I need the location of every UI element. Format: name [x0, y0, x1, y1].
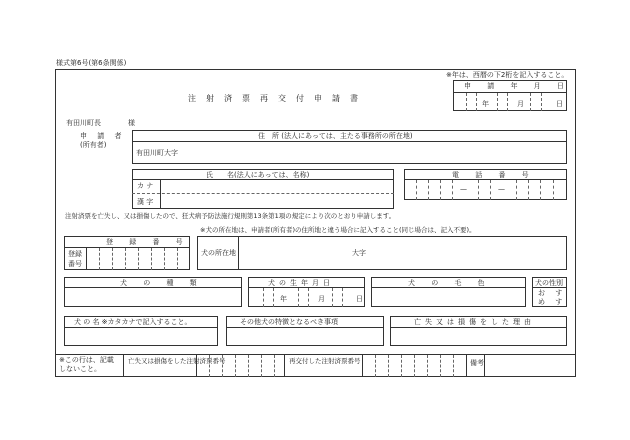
dog-location-label: 犬の所在地 — [201, 249, 236, 257]
registration-label-2: 番号 — [68, 260, 82, 268]
footer-lost-tag: 亡失又は損傷をした注射済票番号 — [128, 357, 226, 365]
date-header: 申 請 年 月 日 — [464, 82, 571, 90]
declaration-text: 注射済票を亡失し、又は損傷したので、狂犬病予防法施行規則第13条第1項の規定により次のとおり申請します。 — [65, 212, 396, 220]
date-year: 年 — [482, 100, 489, 108]
registration-label-1: 登録 — [68, 250, 82, 258]
registration-header: 登 録 番 号 — [106, 238, 190, 246]
birth-month: 月 — [318, 295, 325, 303]
footer-divider — [55, 354, 576, 355]
phone-dash-1: — — [460, 185, 467, 193]
applicant-sub: (所有者) — [80, 141, 107, 149]
birth-year: 年 — [280, 295, 287, 303]
kanji-field[interactable] — [162, 194, 392, 208]
form-title: 注射済票再交付申請書 — [188, 94, 368, 103]
dog-location-box — [197, 236, 567, 270]
kanji-label: 漢 字 — [137, 198, 154, 206]
dog-location-value[interactable]: 大字 — [352, 249, 366, 257]
sex-header: 犬の性別 — [535, 279, 563, 287]
kana-field[interactable] — [162, 180, 392, 192]
date-day: 日 — [556, 100, 563, 108]
breed-header: 犬 の 種 類 — [120, 279, 204, 287]
name-header: 氏 名(法人にあっては、名称) — [206, 171, 310, 179]
honorific: 様 — [128, 119, 135, 127]
features-header: その他犬の特徴となるべき事項 — [240, 318, 338, 326]
reason-header: 亡失又は損傷をした理由 — [414, 318, 535, 326]
year-note: ※年は、西暦の下2桁を記入すること。 — [446, 71, 569, 79]
footer-remarks: 備考 — [470, 359, 484, 367]
address-header: 住 所 (法人にあっては、主たる事務所の所在地) — [258, 132, 413, 140]
birth-header: 犬の生年月日 — [268, 279, 334, 287]
dog-name-header: 犬 の 名 ※カタカナで記入すること。 — [74, 318, 192, 326]
kana-label: カ ナ — [137, 182, 154, 190]
applicant-label: 申 請 者 — [80, 132, 126, 140]
footer-note-1: ※この行は、記載しないこと。 — [59, 356, 114, 373]
address-value[interactable]: 有田川町大字 — [136, 149, 178, 157]
sex-female[interactable]: め す — [538, 298, 567, 306]
date-month: 月 — [517, 100, 524, 108]
sex-male[interactable]: お す — [538, 289, 567, 297]
addressee: 有田川町長 — [66, 119, 101, 127]
coat-header: 犬 の 毛 色 — [408, 279, 492, 287]
birth-day: 日 — [356, 295, 363, 303]
phone-header: 電 話 番 号 — [452, 171, 536, 179]
form-number: 様式第6号(第6条関係) — [56, 59, 127, 67]
footer-new-tag: 再交付した注射済票番号 — [289, 357, 361, 365]
dog-location-note: ※犬の所在地は、申請者(所有者)の住所地と違う場合に記入すること(同じ場合は、記入不要)。 — [200, 226, 476, 234]
phone-dash-2: — — [498, 185, 505, 193]
